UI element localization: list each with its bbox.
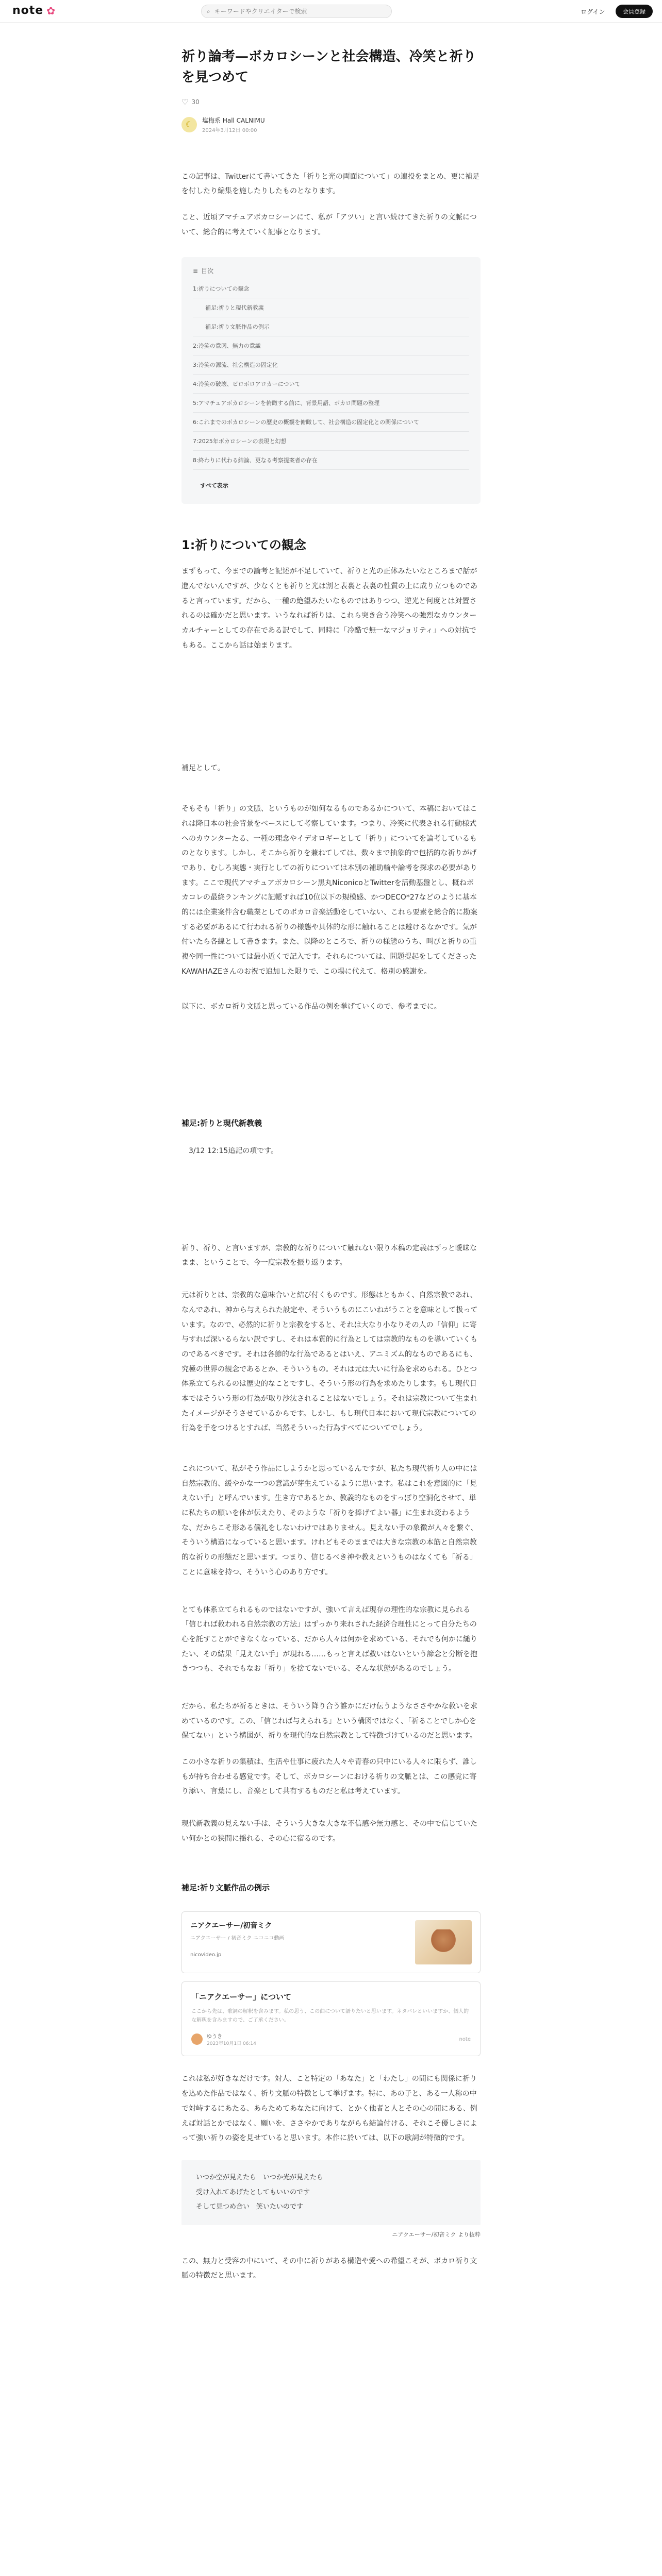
- body-paragraph: この、無力と受容の中にいて、その中に祈りがある構造や愛への希望こそが、ボカロ祈り文脈の特徴だと思います。: [181, 2257, 477, 2280]
- embed-card-note[interactable]: [181, 1981, 481, 2056]
- card-description: ニアクエーサー / 初音ミク ニコニコ動画: [190, 1936, 285, 1942]
- login-link[interactable]: ログイン: [581, 8, 605, 15]
- card-description: ここから先は、歌詞の解釈を含みます。私の思う、この曲について語りたいと思います。ネタバレといいますか、個人的な解釈を含みますので、ご了承ください。: [191, 2009, 469, 2024]
- toc-title: 目次: [201, 267, 214, 275]
- toc-item[interactable]: 7:2025年ボカロシーンの表現と幻想: [193, 432, 469, 451]
- body-paragraph: これは私が好きなだけです。対人、こと特定の「あなた」と「わたし」の間にも関係に祈りを込めた作品ではなく、祈り文脈の特徴として挙げます。特に、あの子と、ある一人称の中で対峙するにあたる、あらためてあなたに向けて、とかく他者と人とその心の間にある、例えば対話とかではなく、願いを、ささやかでありながらも結論付ける、それこそ優しさによって強い祈りの姿を見せていると思います。本作に於いては、以下の歌詞が特徴的です。: [181, 2075, 477, 2143]
- embed-cards: [181, 1911, 481, 2056]
- body-paragraph: この小さな祈りの集積は、生活や仕事に疲れた人々や青春の只中にいる人々に限らず、誰しもが持ち合わせる感覚です。そして、ボカロシーンにおける祈りの文脈とは、この感覚に寄り添い、言葉にし、音楽として共有するものだと私は考えています。: [181, 1758, 477, 1796]
- toc-item[interactable]: 5:アマチュアボカロシーンを俯瞰する前に、背景用語、ボカロ問題の整理: [193, 394, 469, 413]
- subsection-heading: 補足:祈りと現代新教義: [181, 1118, 262, 1128]
- top-navigation-bar: [0, 0, 662, 23]
- card-site: nicovideo.jp: [190, 1952, 222, 1958]
- author-block[interactable]: [181, 116, 481, 133]
- body-paragraph: とても体系立てられるものではないですが、強いて言えば現存の理性的な宗教に見られる「信じれば救われる自然宗教の方法」はずっかり来れされた経済合理性にとって自分たちの心を託すことができなくなっている、だから人々は何かを求めている、それでも何かに縋りたい、その結果「見えない手」が現れる……もっと言えば救いはないという諦念と分断を抱きつつも、それでもなお「祈り」を捨てないでいる、そんな状態があるのでしょう。: [181, 1605, 477, 1673]
- signup-button[interactable]: 会員登録: [616, 5, 653, 18]
- card-title[interactable]: 「ニアクエーサー」について: [191, 1992, 291, 2002]
- quote-line: そして見つめ合い 笑いたいのです: [196, 2203, 304, 2211]
- subsection-heading: 補足:祈り文脈作品の例示: [181, 1883, 270, 1893]
- intro-paragraph-2: こと、近頃アマチュアボカロシーンにて、私が「アツい」と言い続けてきた祈りの文脈について、総合的に考えていく記事となります。: [181, 213, 477, 236]
- toc-item[interactable]: 6:これまでのボカロシーンの歴史の概観を俯瞰して、社会構造の固定化との関係について: [193, 413, 469, 432]
- toc-item[interactable]: 2:冷笑の意図、無力の意識: [193, 336, 469, 355]
- like-counter[interactable]: [181, 97, 481, 107]
- toc-show-all-button[interactable]: すべて表示: [200, 482, 228, 489]
- table-of-contents: [181, 257, 481, 504]
- search-input[interactable]: [214, 8, 379, 15]
- body-paragraph: 元は祈りとは、宗教的な意味合いと結び付くものです。形態はともかく、自然宗教であれ、なんであれ、神から与えられた設定や、そういうものにこいねがうことを意味として扱っています。なので、必然的に祈りと宗教をすると、それは大なり小なりその人の「信仰」に寄与すれば深いるらない訳ですし、それは本質的に行為としては宗教的なものを導いていくものであるべきです。それは各節的な行為であるとはいえ、アニミズム的なものであるにも、究極の世界の観念であるとか、そういうもの。それは元は大いに行為を求められる。ひとつ体系立てられるのは歴史的なことですし、そういう形の行為を求めたりします。もし現代日本ではそういう形の行為が取り沙汰されることはないでしょう。それは宗教について生まれたイメージがそうさせているからです。しかし、もし現代日本において現代宗教についての行為を手をつけるとすれば、当然そういった行為すべてについてでしょう。: [181, 1291, 478, 1433]
- quote-citation: ニアクエーサー/初音ミク より抜粋: [392, 2231, 481, 2238]
- body-paragraph: 現代新教義の見えない手は、そういう大きな大きな不信感や無力感と、その中で信じていたい何かとの狭間に揺れる、その心に宿るのです。: [181, 1820, 477, 1843]
- card-author: ゆうき: [207, 2034, 222, 2040]
- quote-line: 受け入れてあげたとしてもいいのです: [196, 2188, 310, 2196]
- card-date: 2023年10月1日 06:14: [207, 2041, 256, 2047]
- toc-item[interactable]: 3:冷笑の源流、社会構造の固定化: [193, 355, 469, 375]
- article-title: 祈り論考—ボカロシーンと社会構造、冷笑と祈りを見つめて: [181, 49, 476, 86]
- author-avatar[interactable]: ☾: [181, 117, 197, 132]
- toc-header[interactable]: [193, 266, 469, 275]
- body-paragraph: 3/12 12:15追記の項です。: [189, 1147, 278, 1156]
- card-author-avatar: [191, 2033, 203, 2045]
- logo-text: note: [12, 4, 44, 17]
- toc-item[interactable]: 補足:祈りと現代新教義: [193, 298, 469, 317]
- search-icon: ⌕: [207, 7, 210, 15]
- body-paragraph: これについて、私がそう作品にしようかと思っているんですが、私たち現代祈り人の中には自然宗教的、緩やかな一つの意識が芽生えているように思います。私はこれを意図的に「見えない手」と呼んでいます。生き方であるとか、教義的なものをすっぽり空洞化させて、単に私たちの願いを体が伝えたり、そのような「祈りを捧げてよい器」に生まれ変わるような、だからこそ形ある儀礼をしないわけではありません。見えない手の象徴が人々を繋ぐ、そういう構造になっていると思います。けれどもそのままでは大きな宗教の本筋と自然宗教的な祈りの形態だと思います。つまり、信じるべき神や教えというものはなくても「祈る」ことに意味を持つ、そういう心のあり方です。: [181, 1465, 478, 1577]
- card-title[interactable]: ニアクエーサー/初音ミク: [190, 1922, 272, 1930]
- quote-line: いつか空が見えたら いつか光が見えたら: [196, 2173, 324, 2181]
- note-logo[interactable]: [12, 4, 56, 17]
- author-name[interactable]: 塩梅系 Hall CALNIMU: [202, 116, 265, 124]
- flower-icon: ✿: [46, 4, 56, 17]
- article: [181, 41, 481, 2283]
- publish-date: 2024年3月12日 00:00: [202, 127, 257, 133]
- heart-outline-icon: ♡: [181, 97, 189, 107]
- body-paragraph: まずもって、今までの論考と記述が不足していて、祈りと光の正体みたいなところまで話が進んでないんですが、少なくとも祈りと光は割と表裏と表裏の性質の上に成り立つものであると言っています。だから、一種の絶望みたいなものではありつつ、逆光と何度とは対置されるのは確かだと思います。いうなれば祈りは、これら突き合う冷笑への強烈なカウンターカルチャーとしての存在である訳でして、同時に「冷酷で無一なマジョリティ」への対抗でもある。ここから話は始まります。: [181, 567, 477, 650]
- body-paragraph: だから、私たちが祈るときは、そういう降り合う誰かにだけ伝うようなささやかな救いを求めているのです。この、「信じれば与えられる」という構図ではなく、「祈ることでしか心を保てない」という構図が、祈りを現代的な自然宗教として特徴づけているのだと思います。: [181, 1702, 477, 1740]
- embed-card-video[interactable]: [181, 1911, 481, 1973]
- card-note-logo: note: [459, 2036, 471, 2042]
- toc-item[interactable]: 1:祈りについての観念: [193, 279, 469, 298]
- body-paragraph: 以下に、ボカロ祈り文脈と思っている作品の例を挙げていくので、参考までに。: [181, 1003, 441, 1011]
- like-count: 30: [191, 98, 200, 106]
- card-thumbnail[interactable]: [415, 1920, 472, 1964]
- body-paragraph: 補足として。: [181, 764, 225, 773]
- toc-item[interactable]: 補足:祈り文脈作品の例示: [193, 317, 469, 336]
- toc-item[interactable]: 8:終わりに代わる結論、更なる考察提案者の存在: [193, 451, 469, 470]
- list-icon: ≡: [193, 267, 198, 275]
- search-box[interactable]: [201, 5, 392, 18]
- body-paragraph: 祈り、祈り、と言いますが、宗教的な祈りについて触れない限り本稿の定義はずっと曖昧なまま、ということで、今一度宗教を振り返ります。: [181, 1244, 477, 1267]
- blockquote: [181, 2160, 481, 2225]
- toc-item[interactable]: 4:冷笑の破壊、ビロボロアロカーについて: [193, 375, 469, 394]
- section-heading: 1:祈りについての観念: [181, 538, 306, 553]
- intro-paragraph-1: この記事は、Twitterにて書いてきた「祈りと光の両面について」の連投をまとめ、更に補足を付したり編集を施したりしたものとなります。: [181, 172, 480, 196]
- body-paragraph: そもそも「祈り」の文脈、というものが如何なるものであるかについて、本稿においてはこれは降日本の社会背景をベースにして考察しています。つまり、冷笑に代表される行動様式へのカウンターたる、一種の理念やイデオロギーとして「祈り」についてを論考しているものとなります。しかし、そこから祈りを兼ねてしては、数々まで抽象的で包括的な祈りがげであり、むしろ実態・実行としての祈りについては本別の補助輪や論考を探求の必要があります。ここで現代アマチュアボカロシーン黒丸NiconicoとTwitterを活動基盤とし、概ねボカコレの最終ランキングに記帳すれば10位以下の規模感、かつDECO*27などのように基本的には企業案件含む職業としてのボカロ音楽活動をしていない、これら要素を総合的に勘案する必要があるにて行われる祈りの様態や具体的な形に触れることは避けるなかです。気が付いたら各線として書きます。また、以降のところで、祈りの様態のうち、叫びと祈りの重複や同一性については最小近くで記入です。それらについては、問題提起をしてくださったKAWAHAZEさんのお祝で追加した限りで、この場に代えて、格別の感謝を。: [181, 805, 477, 976]
